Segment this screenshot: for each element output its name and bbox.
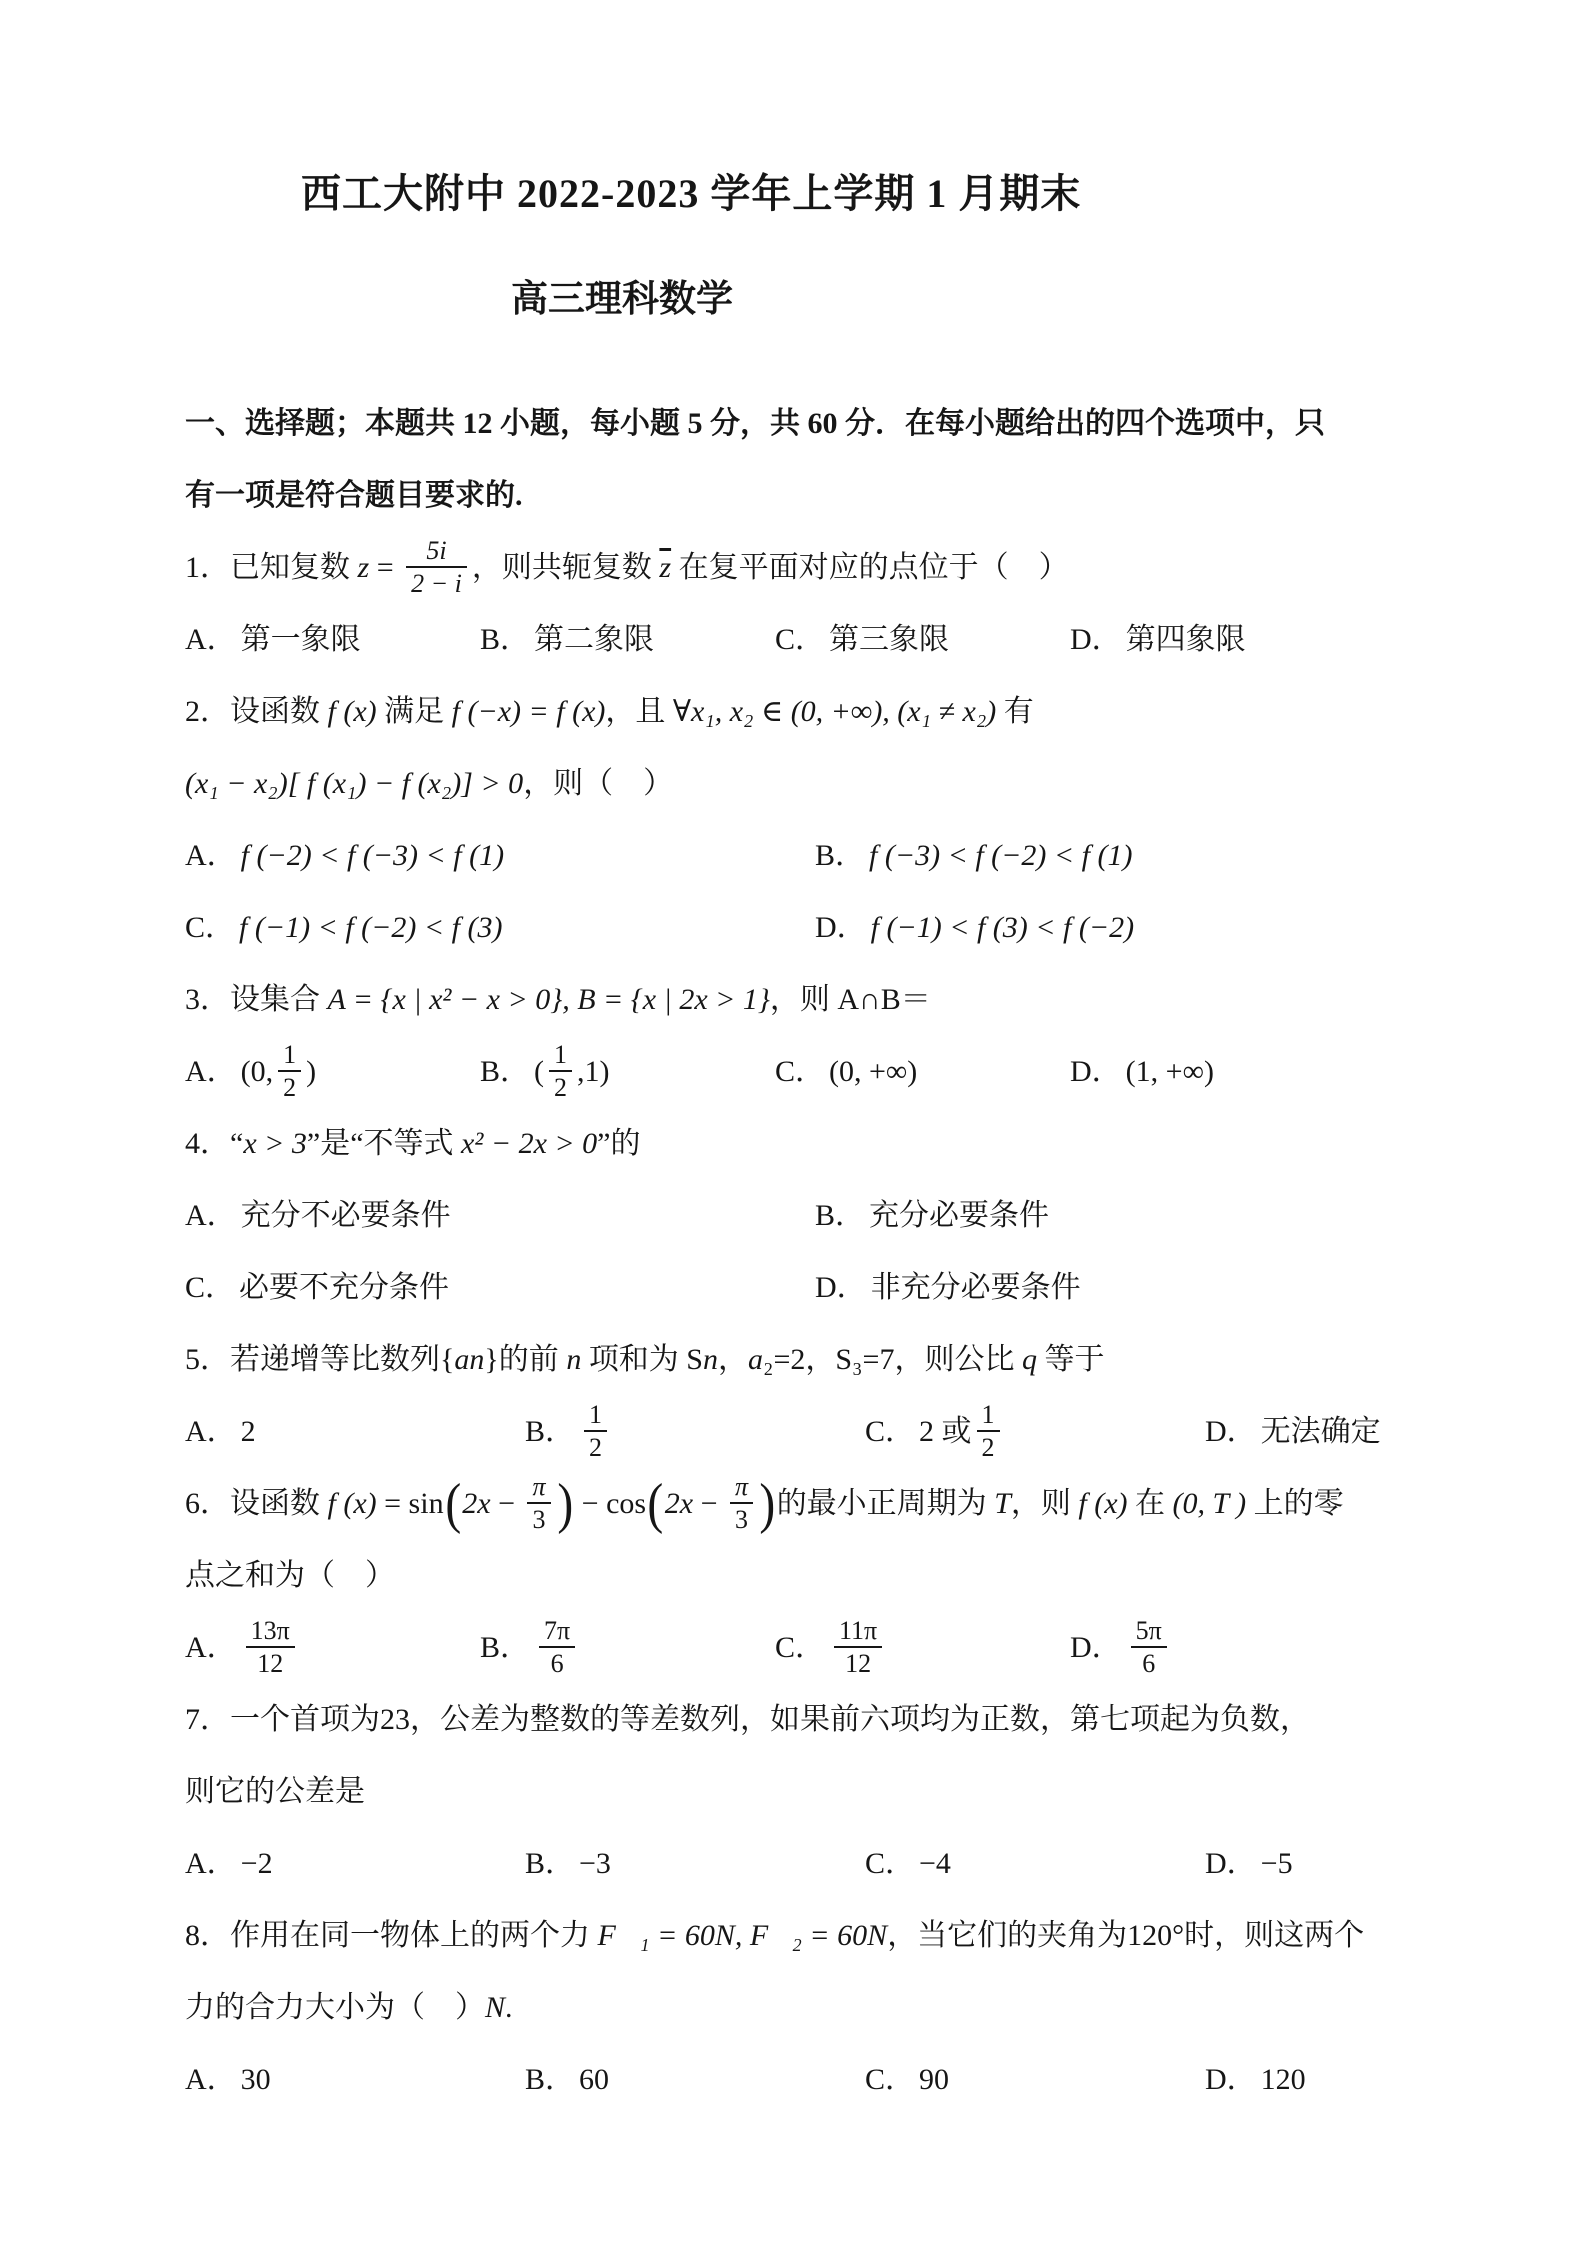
text-segment: (x₁ − x₂)[ f (x₁) − f (x₂)] > 0 [185,767,524,800]
text-segment: . [505,1991,513,2024]
text-segment: 等于 [1036,1343,1105,1376]
text-segment: 90 [919,2063,950,2096]
option-label: D． [1205,2063,1257,2096]
fraction-part: 13π [250,1615,290,1645]
big-paren: ) [759,1473,776,1536]
text-segment: 第二象限 [534,623,655,656]
q5-option-a [185,1396,525,1468]
text-segment: 点之和为（ ） [185,1559,395,1592]
option-label: D． [1070,1055,1122,1088]
option-label: D． [1070,623,1122,656]
option-label: C． [865,1415,916,1448]
option-label: B． [525,2063,576,2096]
fraction-part: 12 [246,1646,295,1679]
text-segment: = sin [376,1487,444,1520]
option-label: A． [185,2063,237,2096]
fraction-part: 1 [554,1039,568,1069]
option-label: A． [185,839,237,872]
text-segment: 第三象限 [829,623,950,656]
q6-option-a [185,1612,480,1684]
option-content [239,1271,449,1304]
fraction-part: 1 [283,1039,297,1069]
text-segment: A = {x | x² − x > 0}, B = {x | 2x > 1} [327,983,770,1016]
text-segment: 第四象限 [1125,623,1246,656]
text-segment: f (−2) < f (−3) < f (1) [240,839,505,872]
q7-option-a [185,1828,525,1900]
fraction-part: 1 [589,1399,603,1429]
q2-option-c [185,892,815,964]
option-content [241,839,504,872]
option-label: A． [185,1415,237,1448]
q3-options [185,1036,1415,1108]
q3-option-b [480,1036,775,1108]
text-segment: ) [306,1055,317,1088]
fraction-part: 2 [549,1070,572,1103]
text-segment: ”是“不等式 [306,1127,462,1160]
text-segment: 2x [664,1487,694,1520]
option-content [1261,2063,1306,2096]
q2-options-row2 [185,892,1415,964]
text-segment: an [454,1343,485,1376]
fraction-part: 6 [1131,1646,1167,1679]
text-segment: f (x) [327,1487,377,1520]
option-content [241,623,361,656]
q1-option-a [185,604,480,676]
fraction [584,1399,607,1463]
text-segment: − cos [574,1487,647,1520]
option-label: B． [480,623,531,656]
q2-stem-line2 [185,748,1415,820]
text-segment: 5．若递增等比数列{ [185,1343,455,1376]
text-segment: f (x) [1078,1487,1128,1520]
option-content [240,1039,317,1103]
q4-option-d [815,1252,1081,1324]
fraction [278,1039,301,1103]
q5-option-c [865,1396,1205,1468]
text-segment: f (−3) < f (−2) < f (1) [869,839,1133,872]
option-label: B． [815,1199,866,1232]
q8-options [185,2044,1415,2116]
text-segment: 充分不必要条件 [240,1199,451,1232]
fraction [246,1615,295,1679]
big-paren: ) [556,1473,573,1536]
text-segment: 充分必要条件 [869,1199,1050,1232]
option-content [579,2063,609,2096]
big-paren: ( [647,1473,664,1536]
fraction [1131,1615,1167,1679]
text-segment: (0, T ) [1172,1487,1247,1520]
text-segment: (0, [240,1055,274,1088]
fraction-part: 2 [584,1430,607,1463]
q6-stem-line2 [185,1540,1415,1612]
option-label: C． [775,1631,826,1664]
q8-option-c [865,2044,1205,2116]
text-segment: f (−x) = f (x) [451,695,606,728]
text-segment: (0, +∞) [829,1055,918,1088]
text-segment: 7．一个首项为23，公差为整数的等差数列，如果前六项均为正数，第七项起为负数， [185,1703,1310,1736]
q2-stem-line1 [185,676,1415,748]
fraction-part: 2 [977,1430,1000,1463]
fraction [730,1471,753,1535]
text-segment: 力的合力大小为（ ） [185,1991,485,2024]
option-content [579,1847,611,1880]
text-segment: 30 [240,2063,271,2096]
fraction-part: 1 [981,1399,995,1429]
fraction [539,1615,575,1679]
fraction-part: 11π [839,1615,878,1645]
text-segment: 1．已知复数 [185,551,358,584]
text-segment: ，则共轭复数 [471,551,660,584]
q7-stem-line2 [185,1756,1415,1828]
q4-option-c [185,1252,815,1324]
fraction [834,1615,882,1679]
option-content [534,623,654,656]
q2-option-a [185,820,815,892]
text-segment: ， [718,1343,748,1376]
text-segment: 第一象限 [240,623,361,656]
option-content [534,1039,610,1103]
fraction [406,535,467,599]
fraction-part: 6 [539,1646,575,1679]
option-label: A． [185,623,237,656]
option-content [239,911,502,944]
text-segment: ( [534,1055,545,1088]
text-segment: ，且 [605,695,673,728]
text-segment: (1, +∞) [1125,1055,1214,1088]
text-segment: 2x [462,1487,491,1520]
option-label: D． [815,1271,867,1304]
option-label: C． [775,1055,826,1088]
q6-options [185,1612,1415,1684]
q5-options [185,1396,1415,1468]
q2-options-row1 [185,820,1415,892]
option-label: C． [185,911,236,944]
q1-options [185,604,1415,676]
text-segment: −2 [240,1847,273,1880]
q7-option-b [525,1828,865,1900]
text-segment: 3．设集合 [185,983,328,1016]
fraction-part: 12 [834,1646,882,1679]
option-content [919,1399,1005,1463]
text-segment: ,1) [577,1055,610,1088]
section1-instruction-line2: 有一项是符合题目要求的. [185,479,523,512]
text-segment: 在复平面对应的点位于（ ） [671,551,1069,584]
text-segment: 8．作用在同一物体上的两个力 [185,1919,598,1952]
option-label: C． [865,1847,916,1880]
option-label: A． [185,1055,237,1088]
text-segment: 非充分必要条件 [870,1271,1081,1304]
q8-option-a [185,2044,525,2116]
conjugate-z: $\overline{z}$ [659,551,672,584]
q4-options-row1 [185,1180,1415,1252]
q8-option-b [525,2044,865,2116]
fraction-part: 7π [544,1615,571,1645]
text-segment: a [748,1343,763,1376]
q4-option-b [815,1180,1049,1252]
option-label: B． [525,1847,576,1880]
option-label: C． [185,1271,236,1304]
fraction-part: 2 − i [406,566,467,599]
exam-title: 西工大附中 2022-2023 学年上学期 1 月期末 [301,171,1082,216]
text-segment: 则它的公差是 [185,1775,365,1808]
q2-option-d [815,892,1134,964]
option-content [241,1415,256,1448]
option-content [869,1199,1049,1232]
text-segment: 的最小正周期为 [776,1487,995,1520]
text-segment: 必要不充分条件 [239,1271,450,1304]
text-segment: 在 [1127,1487,1173,1520]
option-label: B． [480,1055,531,1088]
q3-stem [185,964,1415,1036]
text-segment: − [693,1487,725,1520]
q6-stem-line1 [185,1468,1415,1540]
option-content [869,839,1132,872]
text-segment: ，则 A∩B＝ [769,983,931,1016]
q8-option-d [1205,2044,1306,2116]
text-segment: ∀x₁, x₂ ∈ (0, +∞), (x₁ ≠ x₂) [672,695,997,728]
text-segment: 2．设函数 [185,695,328,728]
fraction-part: 3 [730,1502,753,1535]
text-segment: 上的零 [1246,1487,1344,1520]
q8-stem-line2 [185,1972,1415,2044]
text-segment: ”的 [597,1127,641,1160]
fraction [977,1399,1000,1463]
text-segment: N [485,1991,506,2024]
text-segment: x > 3 [243,1127,307,1160]
text-segment: n [703,1343,718,1376]
q7-options [185,1828,1415,1900]
section1-instruction-line1: 一、选择题；本题共 12 小题，每小题 5 分，共 60 分．在每小题给出的四个选项中，只 [185,407,1325,440]
text-segment: q [1021,1343,1037,1376]
text-segment: 满足 [376,695,452,728]
text-segment: 60 [579,2063,610,2096]
option-label: D． [1205,1847,1257,1880]
option-label: B． [815,839,866,872]
q5-option-b [525,1396,865,1468]
big-paren: ( [444,1473,461,1536]
text-segment: ，则 [1010,1487,1079,1520]
option-content [829,1055,917,1088]
text-segment: 2 或 [919,1415,972,1448]
text-segment: − [490,1487,523,1520]
text-segment: −3 [579,1847,611,1880]
fraction-part: 5π [1135,1615,1162,1645]
option-content [579,1399,612,1463]
q3-option-a [185,1036,480,1108]
q2-option-b [815,820,1132,892]
option-content [919,2063,949,2096]
text-segment: ，则（ ） [523,767,674,800]
q8-stem-line1 [185,1900,1415,1972]
text-segment: 无法确定 [1260,1415,1381,1448]
option-content [241,1199,451,1232]
text-segment: }的前 [484,1343,567,1376]
q3-option-d [1070,1036,1214,1108]
q4-stem [185,1108,1415,1180]
text-segment: 120 [1260,2063,1306,2096]
text-segment: −4 [919,1847,951,1880]
q1-option-d [1070,604,1246,676]
option-content [871,911,1134,944]
text-segment: 项和为 S [581,1343,703,1376]
text-segment: f (−1) < f (3) < f (−2) [870,911,1135,944]
option-content [1126,1055,1214,1088]
force-vectors: F⃗₁ = 60N, F⃗₂ = 60N [597,1919,888,1952]
option-label: A． [185,1199,237,1232]
q4-option-a [185,1180,815,1252]
text-segment: = [369,551,402,584]
text-segment: n [566,1343,582,1376]
q4-options-row2 [185,1252,1415,1324]
option-label: B． [480,1631,531,1664]
option-content [241,2063,271,2096]
text-segment: 6．设函数 [185,1487,328,1520]
option-label: D． [1070,1631,1122,1664]
option-label: B． [525,1415,576,1448]
text-segment: T [994,1487,1011,1520]
option-content [1261,1847,1293,1880]
text-segment: 4．“ [185,1127,244,1160]
exam-subtitle: 高三理科数学 [511,279,733,320]
q1-stem [185,532,1415,604]
option-label: A． [185,1847,237,1880]
text-segment: z [357,551,370,584]
q7-stem-line1 [185,1684,1415,1756]
fraction-part: 5i [426,535,447,565]
option-label: C． [775,623,826,656]
text-segment: 2 [240,1415,256,1448]
option-label: D． [815,911,867,944]
text-segment: x² − 2x > 0 [461,1127,598,1160]
q6-option-c [775,1612,1070,1684]
q6-option-b [480,1612,775,1684]
option-label: C． [865,2063,916,2096]
q5-stem [185,1324,1415,1396]
q6-option-d [1070,1612,1172,1684]
text-segment: ₂=2，S₃=7，则公比 [763,1343,1022,1376]
q7-option-d [1205,1828,1293,1900]
option-content [829,623,949,656]
option-content [919,1847,951,1880]
option-content [1126,623,1246,656]
text-segment: f (−1) < f (−2) < f (3) [239,911,503,944]
text-segment: 有 [996,695,1034,728]
fraction-part: 3 [527,1502,550,1535]
q7-option-c [865,1828,1205,1900]
text-segment: −5 [1260,1847,1293,1880]
fraction-part: π [735,1471,749,1501]
q1-option-c [775,604,1070,676]
q1-option-b [480,604,775,676]
option-label: D． [1205,1415,1257,1448]
text-segment: ，当它们的夹角为120°时，则这两个 [887,1919,1365,1952]
fraction-part: π [532,1471,546,1501]
option-content [241,1847,273,1880]
option-label: A． [185,1631,237,1664]
fraction [527,1471,550,1535]
option-content [1261,1415,1381,1448]
q3-option-c [775,1036,1070,1108]
fraction-part: 2 [278,1070,301,1103]
text-segment: f (x) [327,695,377,728]
option-content [871,1271,1081,1304]
fraction [549,1039,572,1103]
q5-option-d [1205,1396,1381,1468]
